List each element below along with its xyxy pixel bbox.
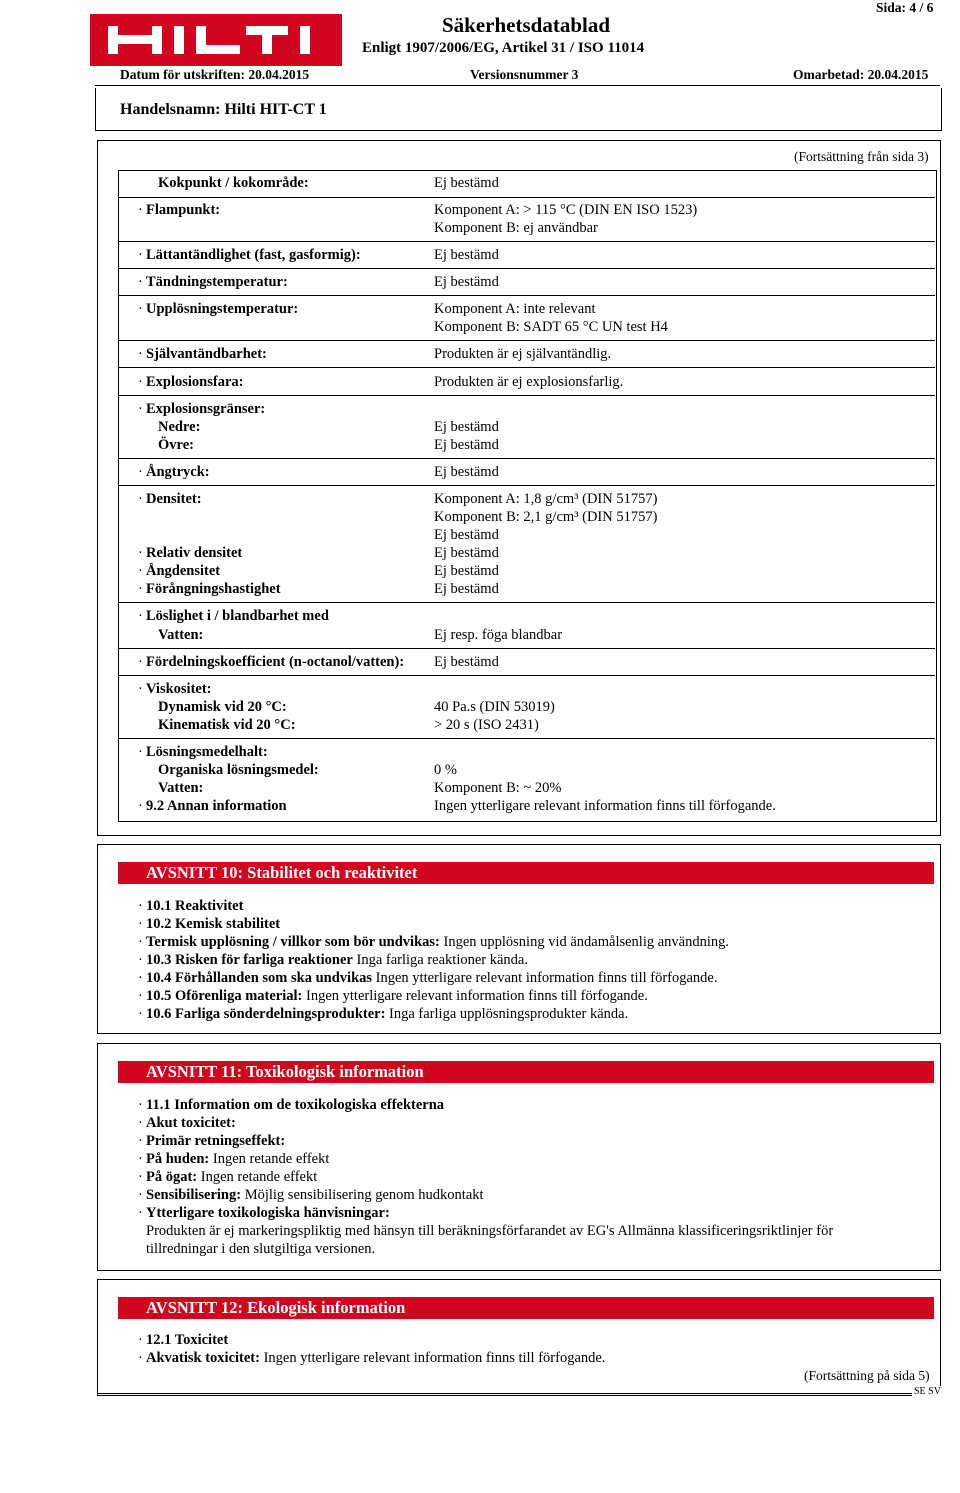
decomposition-products-line bbox=[146, 1006, 628, 1023]
boiling-point-value: Ej bestämd bbox=[434, 175, 499, 191]
explosion-hazard-value: Produkten är ej explosionsfarlig. bbox=[434, 374, 624, 390]
additional-toxicology-heading: Ytterligare toxikologiska hänvisningar: bbox=[146, 1205, 390, 1221]
page-number: Sida: 4 / 6 bbox=[876, 0, 934, 15]
conditions-avoid-line bbox=[146, 970, 718, 987]
self-ignition-label: Självantändbarhet: bbox=[146, 346, 267, 362]
row-separator bbox=[119, 602, 935, 603]
reactivity-heading: 10.1 Reaktivitet bbox=[146, 898, 244, 914]
decomposition-temp-value-b: Komponent B: SADT 65 °C UN test H4 bbox=[434, 319, 668, 335]
organic-solvents-label: Organiska lösningsmedel: bbox=[158, 762, 319, 778]
other-info-value: Ingen ytterligare relevant information finns till förfogande. bbox=[434, 798, 776, 814]
partition-coefficient-label: Fördelningskoefficient (n-octanol/vatten): bbox=[146, 654, 405, 670]
trade-name: Handelsnamn: Hilti HIT-CT 1 bbox=[120, 101, 327, 118]
document-title: Säkerhetsdatablad bbox=[442, 13, 611, 37]
viscosity-kinematic-label: Kinematisk vid 20 °C: bbox=[158, 717, 296, 733]
flammability-label: Lättantändlighet (fast, gasformig): bbox=[146, 247, 361, 263]
print-date: Datum för utskriften: 20.04.2015 bbox=[120, 67, 310, 82]
incompatible-materials-line bbox=[146, 988, 648, 1005]
conditions-avoid-label: 10.4 Förhållanden som ska undvikas bbox=[146, 970, 373, 986]
acute-toxicity-heading: Akut toxicitet: bbox=[146, 1115, 236, 1131]
bullet: · bbox=[138, 654, 143, 670]
explosion-lower-label: Nedre: bbox=[158, 419, 201, 435]
toxicity-heading: 12.1 Toxicitet bbox=[146, 1332, 229, 1348]
bullet: · bbox=[138, 1350, 143, 1366]
explosion-hazard-label: Explosionsfara: bbox=[146, 374, 244, 390]
vapour-pressure-label: Ångtryck: bbox=[146, 464, 210, 480]
bullet: · bbox=[138, 1151, 143, 1167]
ignition-temp-value: Ej bestämd bbox=[434, 274, 499, 290]
bullet: · bbox=[138, 301, 143, 317]
section10-title: AVSNITT 10: Stabilitet och reaktivitet bbox=[118, 862, 934, 884]
header-rule bbox=[95, 85, 940, 86]
eye-label: På ögat: bbox=[146, 1169, 198, 1185]
footer-rule bbox=[97, 1393, 940, 1394]
bullet: · bbox=[138, 545, 143, 561]
skin-value: Ingen retande effekt bbox=[212, 1151, 330, 1167]
bullet: · bbox=[138, 608, 143, 624]
revision-date: Omarbetad: 20.04.2015 bbox=[793, 67, 929, 82]
bullet: · bbox=[138, 563, 143, 579]
bullet: · bbox=[138, 491, 143, 507]
solubility-water-value: Ej resp. föga blandbar bbox=[434, 627, 563, 643]
boiling-point-label: Kokpunkt / kokområde: bbox=[158, 175, 309, 191]
aquatic-toxicity-value: Ingen ytterligare relevant information finns till förfogande. bbox=[263, 1350, 606, 1366]
conditions-avoid-value: Ingen ytterligare relevant information finns till förfogande. bbox=[375, 970, 718, 986]
bullet: · bbox=[138, 952, 143, 968]
density-value-c: Ej bestämd bbox=[434, 527, 499, 543]
row-separator bbox=[119, 367, 935, 368]
skin-label: På huden: bbox=[146, 1151, 210, 1167]
bullet: · bbox=[138, 1006, 143, 1022]
bullet: · bbox=[138, 464, 143, 480]
eye-value: Ingen retande effekt bbox=[200, 1169, 318, 1185]
row-separator bbox=[119, 648, 935, 649]
flash-point-value-a: Komponent A: > 115 °C (DIN EN ISO 1523) bbox=[434, 202, 698, 218]
document-subtitle: Enligt 1907/2006/EG, Artikel 31 / ISO 11014 bbox=[362, 40, 645, 56]
row-separator bbox=[119, 197, 935, 198]
row-separator bbox=[119, 340, 935, 341]
row-separator bbox=[119, 738, 935, 739]
aquatic-toxicity-line bbox=[146, 1350, 605, 1367]
bullet: · bbox=[138, 274, 143, 290]
solvent-water-label: Vatten: bbox=[158, 780, 204, 796]
explosion-upper-value: Ej bestämd bbox=[434, 437, 499, 453]
hazardous-reactions-label: 10.3 Risken för farliga reaktioner bbox=[146, 952, 353, 968]
density-label: Densitet: bbox=[146, 491, 202, 507]
section12-title: AVSNITT 12: Ekologisk information bbox=[118, 1297, 934, 1319]
other-info-label: 9.2 Annan information bbox=[146, 798, 287, 814]
evaporation-rate-label: Förångningshastighet bbox=[146, 581, 281, 597]
row-separator bbox=[119, 268, 935, 269]
bullet: · bbox=[138, 1115, 143, 1131]
solvent-content-label: Lösningsmedelhalt: bbox=[146, 744, 268, 760]
incompatible-materials-label: 10.5 Oförenliga material: bbox=[146, 988, 303, 1004]
bullet: · bbox=[138, 934, 143, 950]
hilti-logo bbox=[90, 14, 342, 66]
vapour-density-label: Ångdensitet bbox=[146, 563, 221, 579]
skin-line bbox=[146, 1151, 329, 1168]
bullet: · bbox=[138, 988, 143, 1004]
density-value-a: Komponent A: 1,8 g/cm³ (DIN 51757) bbox=[434, 491, 658, 507]
bullet: · bbox=[138, 202, 143, 218]
bullet: · bbox=[138, 798, 143, 814]
vapour-density-value: Ej bestämd bbox=[434, 563, 499, 579]
aquatic-toxicity-label: Akvatisk toxicitet: bbox=[146, 1350, 260, 1366]
bullet: · bbox=[138, 346, 143, 362]
sensitisation-line bbox=[146, 1187, 484, 1204]
bullet: · bbox=[138, 970, 143, 986]
solvent-water-value: Komponent B: ~ 20% bbox=[434, 780, 562, 796]
thermal-decomposition-value: Ingen upplösning vid ändamålsenlig användning. bbox=[443, 934, 730, 950]
toxicological-effects-heading: 11.1 Information om de toxikologiska effekterna bbox=[146, 1097, 445, 1113]
evaporation-rate-value: Ej bestämd bbox=[434, 581, 499, 597]
bullet: · bbox=[138, 916, 143, 932]
bullet: · bbox=[138, 1097, 143, 1113]
additional-toxicology-text-2: tillredningar i den slutgiltiga versionen. bbox=[146, 1241, 376, 1257]
explosion-upper-label: Övre: bbox=[158, 437, 194, 453]
section11-title: AVSNITT 11: Toxikologisk information bbox=[118, 1061, 934, 1083]
continued-to: (Fortsättning på sida 5) bbox=[804, 1368, 930, 1383]
ignition-temp-label: Tändningstemperatur: bbox=[146, 274, 288, 290]
chemical-stability-heading: 10.2 Kemisk stabilitet bbox=[146, 916, 281, 932]
row-separator bbox=[119, 458, 935, 459]
explosion-lower-value: Ej bestämd bbox=[434, 419, 499, 435]
primary-irritation-heading: Primär retningseffekt: bbox=[146, 1133, 286, 1149]
hazardous-reactions-line bbox=[146, 952, 528, 969]
header-box bbox=[95, 88, 942, 131]
bullet: · bbox=[138, 744, 143, 760]
viscosity-dynamic-value: 40 Pa.s (DIN 53019) bbox=[434, 699, 555, 715]
organic-solvents-value: 0 % bbox=[434, 762, 457, 778]
solubility-water-label: Vatten: bbox=[158, 627, 204, 643]
hilti-wordmark bbox=[90, 14, 342, 66]
bullet: · bbox=[138, 898, 143, 914]
vapour-pressure-value: Ej bestämd bbox=[434, 464, 499, 480]
explosion-limits-label: Explosionsgränser: bbox=[146, 401, 266, 417]
relative-density-value: Ej bestämd bbox=[434, 545, 499, 561]
bullet: · bbox=[138, 374, 143, 390]
relative-density-label: Relativ densitet bbox=[146, 545, 243, 561]
bullet: · bbox=[138, 247, 143, 263]
bullet: · bbox=[138, 1205, 143, 1221]
thermal-decomposition-line bbox=[146, 934, 729, 951]
locale-mark: SE SV bbox=[914, 1386, 941, 1397]
row-separator bbox=[119, 241, 935, 242]
row-separator bbox=[119, 485, 935, 486]
eye-line bbox=[146, 1169, 317, 1186]
decomposition-temp-value-a: Komponent A: inte relevant bbox=[434, 301, 596, 317]
viscosity-dynamic-label: Dynamisk vid 20 °C: bbox=[158, 699, 287, 715]
flammability-value: Ej bestämd bbox=[434, 247, 499, 263]
flash-point-label: Flampunkt: bbox=[146, 202, 221, 218]
sensitisation-value: Möjlig sensibilisering genom hudkontakt bbox=[244, 1187, 484, 1203]
viscosity-label: Viskositet: bbox=[146, 681, 212, 697]
self-ignition-value: Produkten är ej självantändlig. bbox=[434, 346, 612, 362]
bullet: · bbox=[138, 401, 143, 417]
partition-coefficient-value: Ej bestämd bbox=[434, 654, 499, 670]
row-separator bbox=[119, 295, 935, 296]
decomposition-products-label: 10.6 Farliga sönderdelningsprodukter: bbox=[146, 1006, 386, 1022]
continued-from: (Fortsättning från sida 3) bbox=[794, 149, 929, 164]
solubility-label: Löslighet i / blandbarhet med bbox=[146, 608, 329, 624]
incompatible-materials-value: Ingen ytterligare relevant information finns till förfogande. bbox=[306, 988, 648, 1004]
flash-point-value-b: Komponent B: ej användbar bbox=[434, 220, 598, 236]
density-value-b: Komponent B: 2,1 g/cm³ (DIN 51757) bbox=[434, 509, 658, 525]
bullet: · bbox=[138, 581, 143, 597]
additional-toxicology-text-1: Produkten är ej markeringspliktig med hänsyn till beräkningsförfarandet av EG's Allmänna klassificeringsriktlinjer för bbox=[146, 1223, 834, 1239]
decomposition-temp-label: Upplösningstemperatur: bbox=[146, 301, 299, 317]
decomposition-products-value: Inga farliga upplösningsprodukter kända. bbox=[389, 1006, 629, 1022]
bullet: · bbox=[138, 1332, 143, 1348]
sensitisation-label: Sensibilisering: bbox=[146, 1187, 242, 1203]
hazardous-reactions-value: Inga farliga reaktioner kända. bbox=[356, 952, 528, 968]
bullet: · bbox=[138, 1169, 143, 1185]
bullet: · bbox=[138, 1187, 143, 1203]
bullet: · bbox=[138, 681, 143, 697]
bullet: · bbox=[138, 1133, 143, 1149]
row-separator bbox=[119, 675, 935, 676]
row-separator bbox=[119, 395, 935, 396]
version-number: Versionsnummer 3 bbox=[470, 67, 579, 82]
thermal-decomposition-label: Termisk upplösning / villkor som bör undvikas: bbox=[146, 934, 440, 950]
viscosity-kinematic-value: > 20 s (ISO 2431) bbox=[434, 717, 539, 733]
